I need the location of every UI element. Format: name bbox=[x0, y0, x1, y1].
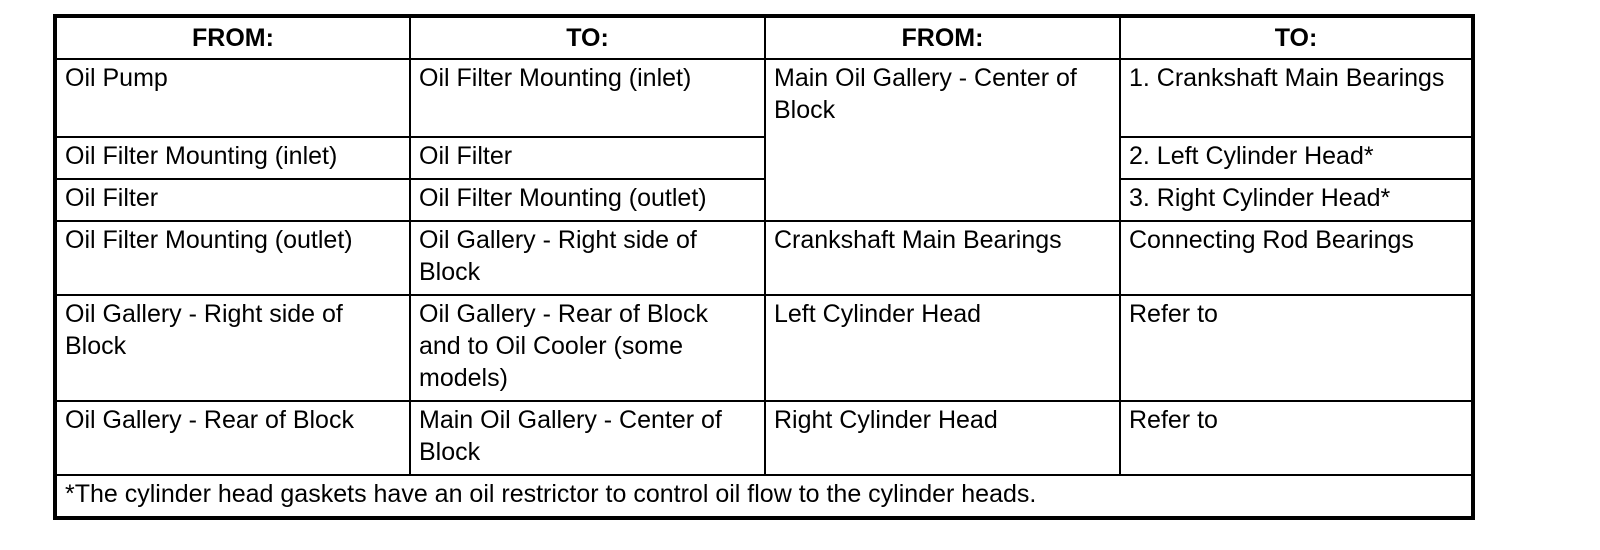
cell-to: Main Oil Gallery - Center of Block bbox=[410, 401, 765, 475]
cell-to: Oil Filter Mounting (outlet) bbox=[410, 179, 765, 221]
cell-from: Oil Gallery - Right side of Block bbox=[55, 295, 410, 401]
cell-from: Oil Gallery - Rear of Block bbox=[55, 401, 410, 475]
table-row bbox=[55, 59, 1473, 137]
cell-from: Oil Filter Mounting (outlet) bbox=[55, 221, 410, 295]
header-from-1: FROM: bbox=[55, 16, 410, 59]
cell-from-crankshaft: Crankshaft Main Bearings bbox=[765, 221, 1120, 295]
cell-from: Oil Filter bbox=[55, 179, 410, 221]
cell-to-crankshaft: Connecting Rod Bearings bbox=[1120, 221, 1473, 295]
table-row bbox=[55, 401, 1473, 475]
header-from-2: FROM: bbox=[765, 16, 1120, 59]
header-to-2: TO: bbox=[1120, 16, 1473, 59]
cell-to-right-head: Refer to bbox=[1120, 401, 1473, 475]
cell-to: Oil Gallery - Right side of Block bbox=[410, 221, 765, 295]
cell-to: Oil Gallery - Rear of Block and to Oil Cooler (some models) bbox=[410, 295, 765, 401]
table-row bbox=[55, 295, 1473, 401]
footnote: *The cylinder head gaskets have an oil restrictor to control oil flow to the cylinder heads. bbox=[55, 475, 1473, 518]
cell-to: Oil Filter Mounting (inlet) bbox=[410, 59, 765, 137]
table-row bbox=[55, 137, 1473, 179]
footnote-row bbox=[55, 475, 1473, 518]
cell-to-main-gallery-2: 2. Left Cylinder Head* bbox=[1120, 137, 1473, 179]
oil-flow-table bbox=[53, 14, 1475, 520]
cell-to-left-head: Refer to bbox=[1120, 295, 1473, 401]
cell-from: Oil Filter Mounting (inlet) bbox=[55, 137, 410, 179]
cell-from-left-head: Left Cylinder Head bbox=[765, 295, 1120, 401]
cell-to: Oil Filter bbox=[410, 137, 765, 179]
cell-from-right-head: Right Cylinder Head bbox=[765, 401, 1120, 475]
header-row bbox=[55, 16, 1473, 59]
header-to-1: TO: bbox=[410, 16, 765, 59]
cell-to-main-gallery-1: 1. Crankshaft Main Bearings bbox=[1120, 59, 1473, 137]
table-row bbox=[55, 221, 1473, 295]
cell-to-main-gallery-3: 3. Right Cylinder Head* bbox=[1120, 179, 1473, 221]
table-row bbox=[55, 179, 1473, 221]
cell-from: Oil Pump bbox=[55, 59, 410, 137]
cell-from-main-gallery: Main Oil Gallery - Center of Block bbox=[765, 59, 1120, 221]
